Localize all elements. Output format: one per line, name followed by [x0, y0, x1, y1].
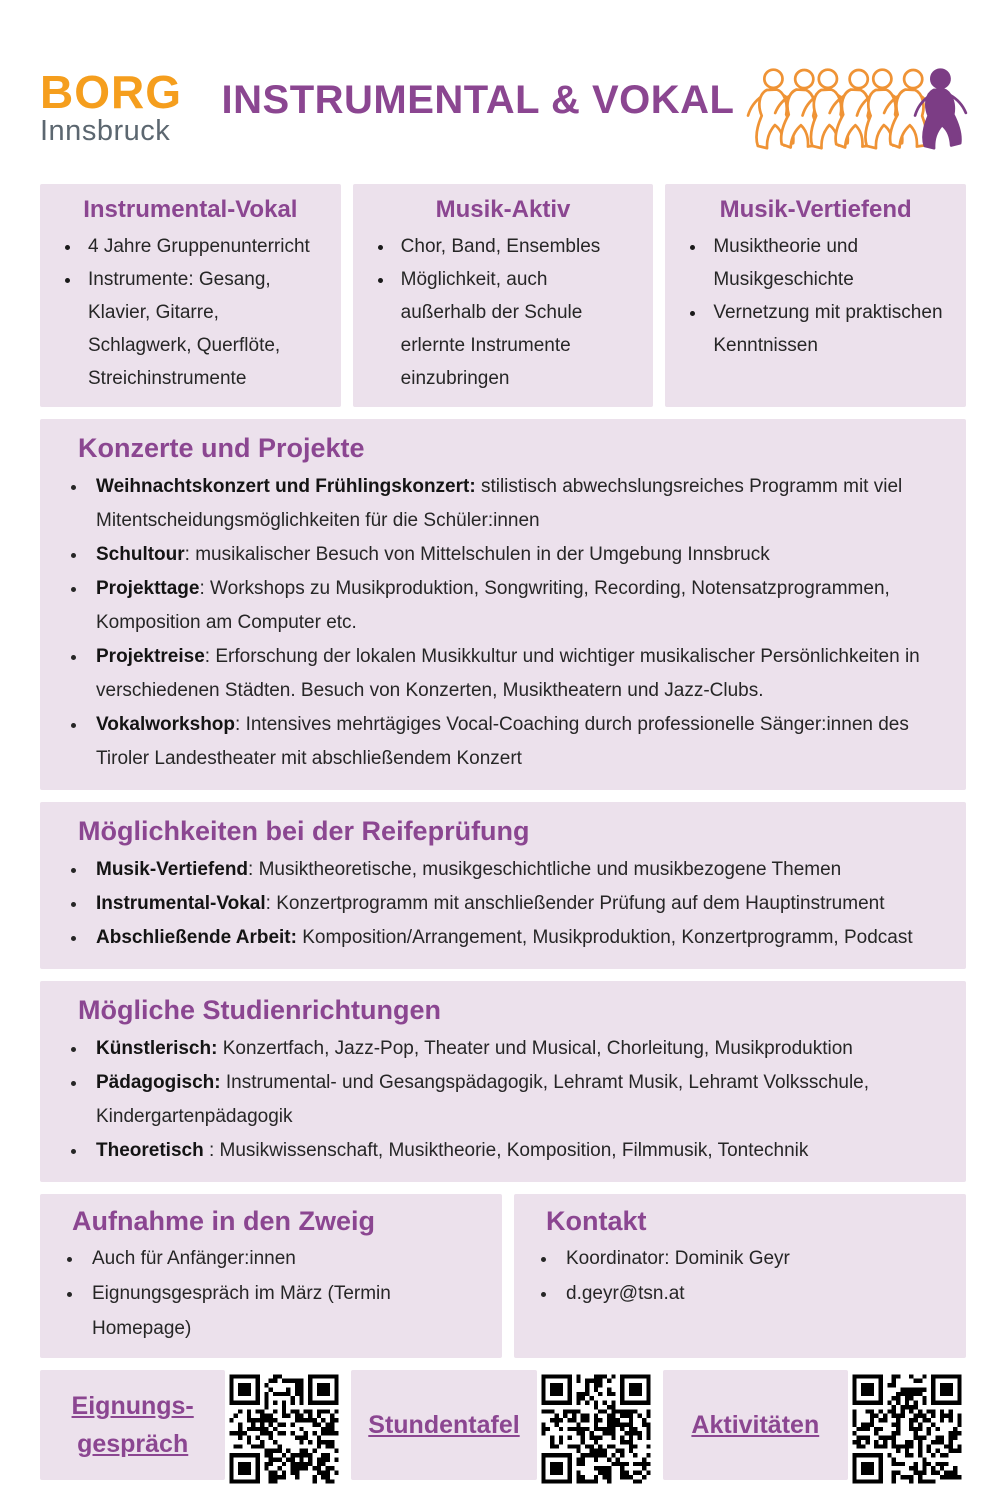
card-title: Musik-Vertiefend — [719, 196, 912, 223]
logo-text-innsbruck: Innsbruck — [40, 114, 171, 147]
bullet-lead: Weihnachtskonzert und Frühlingskonzert: — [96, 476, 476, 497]
bullet-lead: Künstlerisch: — [96, 1038, 218, 1059]
bullet-item: • 4 Jahre Gruppenunterricht — [82, 230, 325, 263]
footer-group-aktivitaeten — [663, 1370, 966, 1488]
panel-title: Kontakt — [546, 1206, 647, 1236]
bullet-lead: Vokalworkshop — [96, 714, 236, 735]
page-title: INSTRUMENTAL & VOKAL — [221, 77, 735, 122]
panel-kontakt — [514, 1194, 966, 1358]
logo-text-borg: BORG — [40, 65, 182, 118]
bullet-item: • Musiktheorie und Musikgeschichte — [707, 230, 950, 296]
qr-code-aktivitaeten — [848, 1370, 966, 1488]
section-bullet-list — [62, 1032, 948, 1168]
card-bullet-list — [365, 230, 642, 395]
bullet-item — [88, 1032, 942, 1066]
panel-aufnahme-in-den-zweig — [40, 1194, 502, 1358]
bullet-text: : musikalischer Besuch von Mittelschulen in der Umgebung Innsbruck — [184, 544, 770, 565]
qr-code-stundentafel — [537, 1370, 655, 1488]
bullet-item: • Möglichkeit, auch außerhalb der Schule erlernte Instrumente einzubringen — [395, 263, 638, 395]
bullet-text: : Erforschung der lokalen Musikkultur und wichtiger musikalischer Persönlichkeiten in verschiedenen Städten. Besuch von Konzerten, Musiktheatern und Jazz-Clubs. — [96, 646, 920, 701]
link-eignungsgespraech[interactable]: gespräch — [77, 1430, 189, 1458]
section-konzerte-und-projekte — [40, 419, 966, 790]
bullet-item — [88, 1066, 942, 1134]
qr-code-eignungsgespraech — [225, 1370, 343, 1488]
bullet-lead: Schultour — [96, 544, 185, 565]
info-card-musik-vertiefend — [665, 184, 966, 407]
bullet-item — [88, 921, 942, 955]
section-title: Konzerte und Projekte — [78, 433, 365, 463]
link-panel-eignungsgespraech — [40, 1370, 225, 1480]
bullet-item: • Instrumente: Gesang, Klavier, Gitarre, Schlagwerk, Querflöte, Streichinstrumente — [82, 263, 325, 395]
card-bullet-list — [677, 230, 954, 362]
section-title: Möglichkeiten bei der Reifeprüfung — [78, 816, 530, 846]
bullet-item — [88, 1134, 942, 1168]
section-bullet-list — [62, 853, 948, 955]
bullet-lead: Projekttage — [96, 578, 200, 599]
card-title: Instrumental-Vokal — [83, 196, 298, 223]
bullet-item: • Auch für Anfänger:innen — [84, 1241, 484, 1276]
link-panel-stundentafel — [351, 1370, 536, 1480]
section-studienrichtungen — [40, 981, 966, 1182]
bullet-text: stilistisch abwechslungsreiches Programm mit viel Mitentscheidungsmöglichkeiten für die Schüler:innen — [96, 476, 903, 531]
link-aktivitaeten[interactable]: Aktivitäten — [691, 1411, 820, 1439]
header — [0, 0, 1006, 184]
bullet-text: Instrumental- und Gesangspädagogik, Lehramt Musik, Lehramt Volksschule, Kindergartenpädagogik — [96, 1072, 870, 1127]
info-cards-row — [40, 184, 966, 407]
section-title: Mögliche Studienrichtungen — [78, 995, 441, 1025]
panel-bullet-list — [532, 1241, 952, 1311]
bullet-item — [88, 853, 942, 887]
bullet-text: Konzertfach, Jazz-Pop, Theater und Musical, Chorleitung, Musikproduktion — [217, 1038, 853, 1059]
bullet-text: : Konzertprogramm mit anschließender Prüfung auf dem Hauptinstrument — [265, 893, 885, 914]
bullet-text: : Musiktheoretische, musikgeschichtliche und musikbezogene Themen — [248, 859, 842, 880]
panel-bullet-list — [58, 1241, 488, 1346]
bullet-item — [88, 640, 942, 708]
bullet-lead: Pädagogisch: — [96, 1072, 221, 1093]
bullet-item: • d.geyr@tsn.at — [558, 1276, 948, 1311]
bullet-lead: Musik-Vertiefend — [96, 859, 249, 880]
bullet-lead: Abschließende Arbeit: — [96, 927, 297, 948]
bullet-text: : Musikwissenschaft, Musiktheorie, Komposition, Filmmusik, Tontechnik — [208, 1140, 809, 1161]
link-panel-aktivitaeten — [663, 1370, 848, 1480]
dancing-figures-icon — [746, 48, 966, 166]
bullet-text: : Intensives mehrtägiges Vocal-Coaching durch professionelle Sänger:innen des Tiroler Landestheater mit abschließendem Konzert — [96, 714, 909, 769]
bullet-lead: Projektreise — [96, 646, 205, 667]
link-stundentafel[interactable]: Stundentafel — [368, 1411, 520, 1439]
footer-group-stundentafel — [351, 1370, 654, 1488]
bullet-item — [88, 538, 942, 572]
card-bullet-list — [52, 230, 329, 395]
bullet-lead: Instrumental-Vokal — [96, 893, 266, 914]
info-card-musik-aktiv — [353, 184, 654, 407]
bullet-item — [88, 470, 942, 538]
panel-title: Aufnahme in den Zweig — [72, 1206, 376, 1236]
link-eignungsgespraech[interactable]: Eignungs- — [71, 1392, 194, 1420]
bullet-item: • Eignungsgespräch im März (Termin Homepage) — [84, 1276, 484, 1346]
bullet-text: : Workshops zu Musikproduktion, Songwriting, Recording, Notensatzprogrammen, Komposition am Computer etc. — [96, 578, 890, 633]
bullet-item: • Chor, Band, Ensembles — [395, 230, 638, 263]
section-bullet-list — [62, 470, 948, 776]
bullet-item — [88, 887, 942, 921]
bullet-item: • Vernetzung mit praktischen Kenntnissen — [707, 296, 950, 362]
footer-group-eignungsgespraech — [40, 1370, 343, 1488]
info-card-instrumental-vokal — [40, 184, 341, 407]
bullet-item — [88, 708, 942, 776]
section-reifepruefung — [40, 802, 966, 969]
footer-links-row — [40, 1370, 966, 1488]
bullet-item: • Koordinator: Dominik Geyr — [558, 1241, 948, 1276]
sections — [40, 419, 966, 1182]
borg-innsbruck-logo — [40, 65, 190, 147]
bullet-text: Komposition/Arrangement, Musikproduktion, Konzertprogramm, Podcast — [296, 927, 913, 948]
card-title: Musik-Aktiv — [435, 196, 571, 223]
admission-contact-row — [40, 1194, 966, 1358]
bullet-item — [88, 572, 942, 640]
bullet-lead: Theoretisch — [96, 1140, 209, 1161]
